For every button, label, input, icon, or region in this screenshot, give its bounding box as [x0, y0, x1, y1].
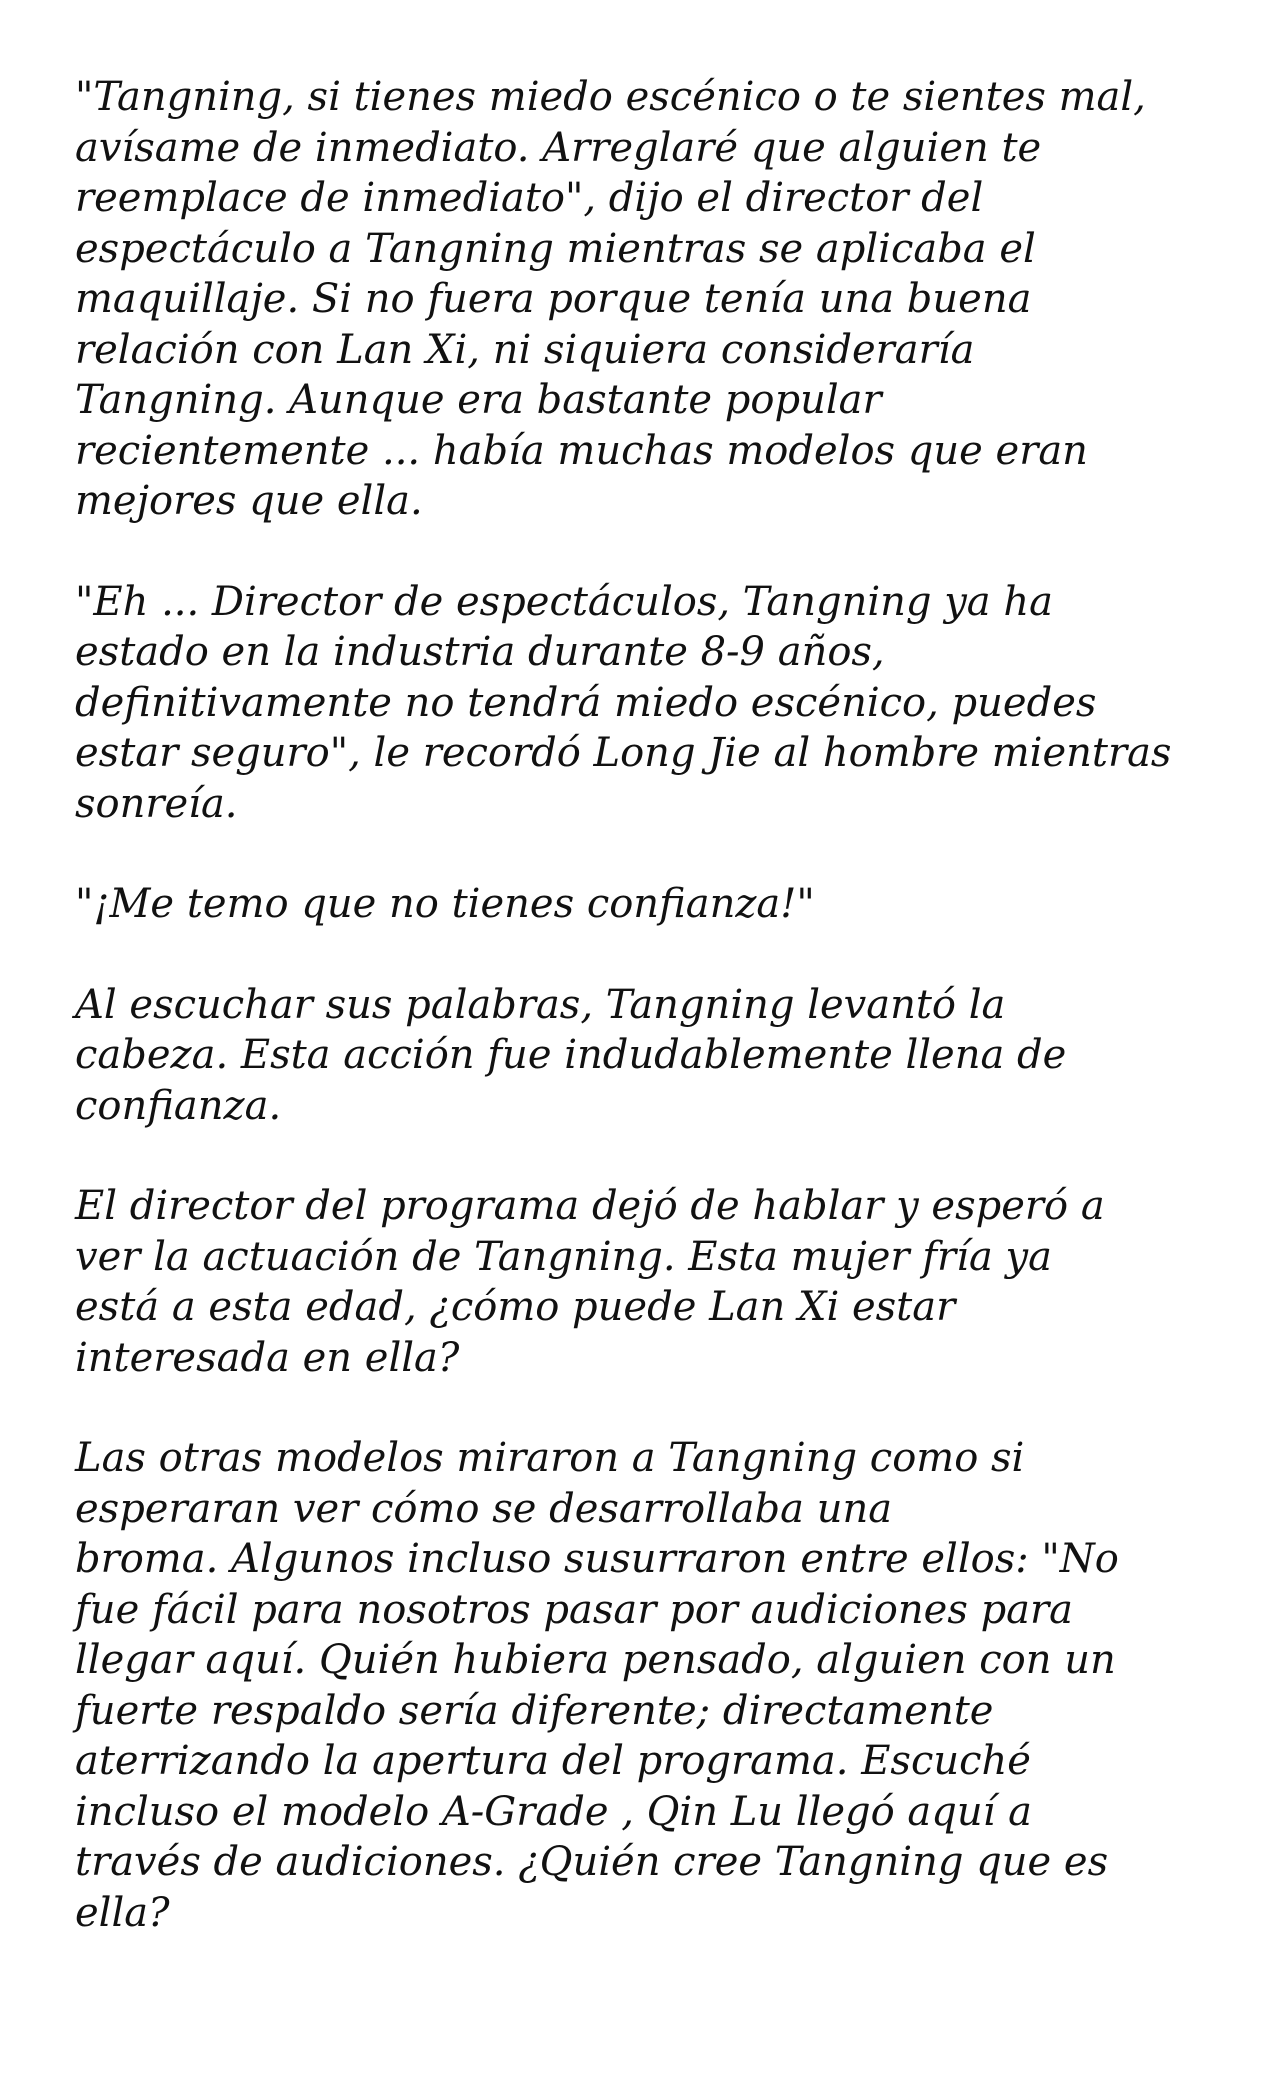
text-line: definitivamente no tendrá miedo escénico, puedes: [75, 679, 1097, 726]
text-line: mejores que ella.: [75, 478, 423, 524]
story-text: [75, 72, 1225, 1988]
text-line: Las otras modelos miraron a Tangning como si: [75, 1435, 1025, 1481]
text-line: aterrizando la apertura del programa. Escuché: [75, 1738, 1031, 1784]
text-line: esperaran ver cómo se desarrollaba una: [75, 1485, 893, 1532]
paragraph-1: [75, 72, 1225, 527]
text-line: fuerte respaldo sería diferente; directamente: [75, 1687, 994, 1734]
text-line: "¡Me temo que no tienes confianza!": [75, 881, 815, 927]
paragraph-5: [75, 1181, 1225, 1383]
text-line: está a esta edad, ¿cómo puede Lan Xi estar: [75, 1284, 956, 1330]
text-line: confianza.: [75, 1082, 282, 1129]
paragraph-6: [75, 1433, 1225, 1938]
text-line: Al escuchar sus palabras, Tangning levantó la: [75, 981, 1006, 1028]
text-line: relación con Lan Xi, ni siquiera consideraría: [75, 326, 975, 373]
text-line: estar seguro", le recordó Long Jie al hombre mientras: [75, 730, 1172, 776]
paragraph-4: [75, 980, 1225, 1132]
paragraph-3: [75, 879, 1225, 930]
text-line: sonreía.: [75, 780, 238, 827]
text-line: "Tangning, si tienes miedo escénico o te sientes mal,: [75, 74, 1146, 120]
text-line: avísame de inmediato. Arreglaré que alguien te: [75, 124, 1042, 171]
text-line: través de audiciones. ¿Quién cree Tangning que es: [75, 1839, 1109, 1885]
text-line: broma. Algunos incluso susurraron entre ellos: "No: [75, 1536, 1119, 1582]
text-line: espectáculo a Tangning mientras se aplicaba el: [75, 225, 1036, 272]
text-line: recientemente ... había muchas modelos que eran: [75, 427, 1088, 474]
paragraph-2: [75, 577, 1225, 830]
text-line: fue fácil para nosotros pasar por audiciones para: [75, 1586, 1073, 1633]
text-line: El director del programa dejó de hablar y esperó a: [75, 1183, 1105, 1229]
text-line: interesada en ella?: [75, 1334, 460, 1381]
text-line: ver la actuación de Tangning. Esta mujer fría ya: [75, 1233, 1052, 1280]
text-line: "Eh ... Director de espectáculos, Tangning ya ha: [75, 578, 1053, 625]
text-line: incluso el modelo A-Grade , Qin Lu llegó aquí a: [75, 1788, 1032, 1835]
text-line: Tangning. Aunque era bastante popular: [75, 377, 882, 423]
text-line: maquillaje. Si no fuera porque tenía una buena: [75, 276, 1032, 322]
text-line: cabeza. Esta acción fue indudablemente llena de: [75, 1032, 1067, 1078]
text-line: llegar aquí. Quién hubiera pensado, alguien con un: [75, 1637, 1116, 1683]
text-line: estado en la industria durante 8-9 años,: [75, 629, 885, 675]
text-line: ella?: [75, 1889, 170, 1936]
text-line: reemplace de inmediato", dijo el director del: [75, 175, 984, 221]
